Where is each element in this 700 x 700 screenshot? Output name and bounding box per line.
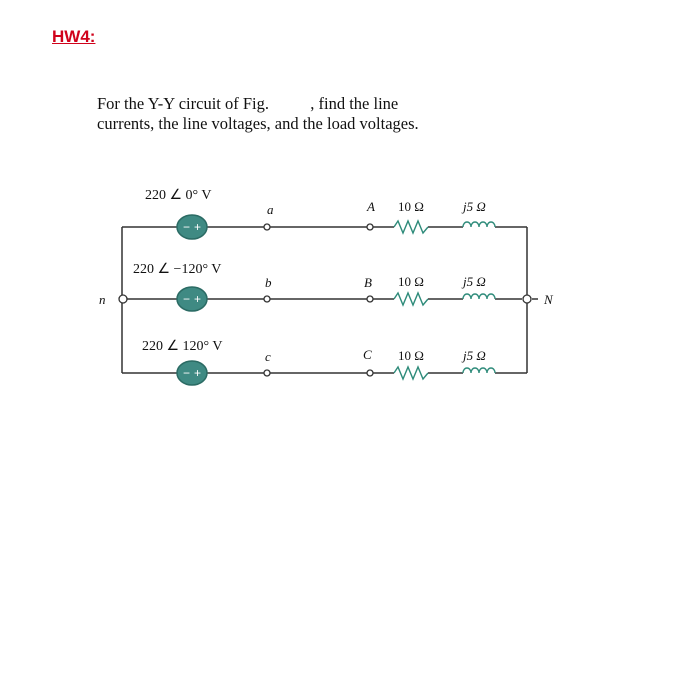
terminal-a-node bbox=[264, 224, 270, 230]
resistor-a-value: 10 Ω bbox=[398, 199, 424, 214]
inductor-c bbox=[463, 368, 495, 373]
problem-text-line-2: currents, the line voltages, and the load voltages. bbox=[97, 114, 419, 133]
problem-text-line-1: For the Y-Y circuit of Fig. , find the line bbox=[97, 94, 399, 113]
resistor-b-value: 10 Ω bbox=[398, 274, 424, 289]
svg-text:−: − bbox=[183, 292, 191, 306]
inductor-a-value: j5 Ω bbox=[463, 199, 486, 214]
terminal-b-node bbox=[264, 296, 270, 302]
terminal-B-label: B bbox=[364, 275, 372, 290]
terminal-A-label: A bbox=[367, 199, 375, 214]
source-c bbox=[177, 361, 207, 385]
svg-text:+: + bbox=[194, 292, 202, 306]
neutral-N-label: N bbox=[544, 292, 553, 307]
svg-text:+: + bbox=[194, 366, 202, 380]
terminal-b-label: b bbox=[265, 275, 272, 290]
neutral-n-label: n bbox=[99, 292, 106, 307]
voltage-sources bbox=[177, 215, 207, 385]
terminal-C-node bbox=[367, 370, 373, 376]
resistor-a bbox=[394, 221, 428, 233]
svg-text:−: − bbox=[183, 366, 191, 380]
neutral-n-node bbox=[119, 295, 127, 303]
inductor-b-value: j5 Ω bbox=[463, 274, 486, 289]
source-c-label: 220 ∠ 120° V bbox=[142, 339, 223, 354]
terminal-c-node bbox=[264, 370, 270, 376]
resistor-c-value: 10 Ω bbox=[398, 348, 424, 363]
resistor-b bbox=[394, 293, 428, 305]
neutral-N-node bbox=[523, 295, 531, 303]
inductor-c-value: j5 Ω bbox=[463, 348, 486, 363]
source-a bbox=[177, 215, 207, 239]
resistor-c bbox=[394, 367, 428, 379]
terminal-a-label: a bbox=[267, 202, 274, 217]
inductor-b bbox=[463, 294, 495, 299]
svg-text:−: − bbox=[183, 220, 191, 234]
inductor-a bbox=[463, 222, 495, 227]
source-b bbox=[177, 287, 207, 311]
terminal-c-label: c bbox=[265, 349, 271, 364]
svg-text:+: + bbox=[194, 220, 202, 234]
source-b-label: 220 ∠ −120° V bbox=[133, 262, 222, 277]
terminal-A-node bbox=[367, 224, 373, 230]
terminal-B-node bbox=[367, 296, 373, 302]
source-a-label: 220 ∠ 0° V bbox=[145, 188, 212, 203]
assignment-title: HW4: bbox=[52, 27, 96, 46]
terminal-C-label: C bbox=[363, 347, 372, 362]
